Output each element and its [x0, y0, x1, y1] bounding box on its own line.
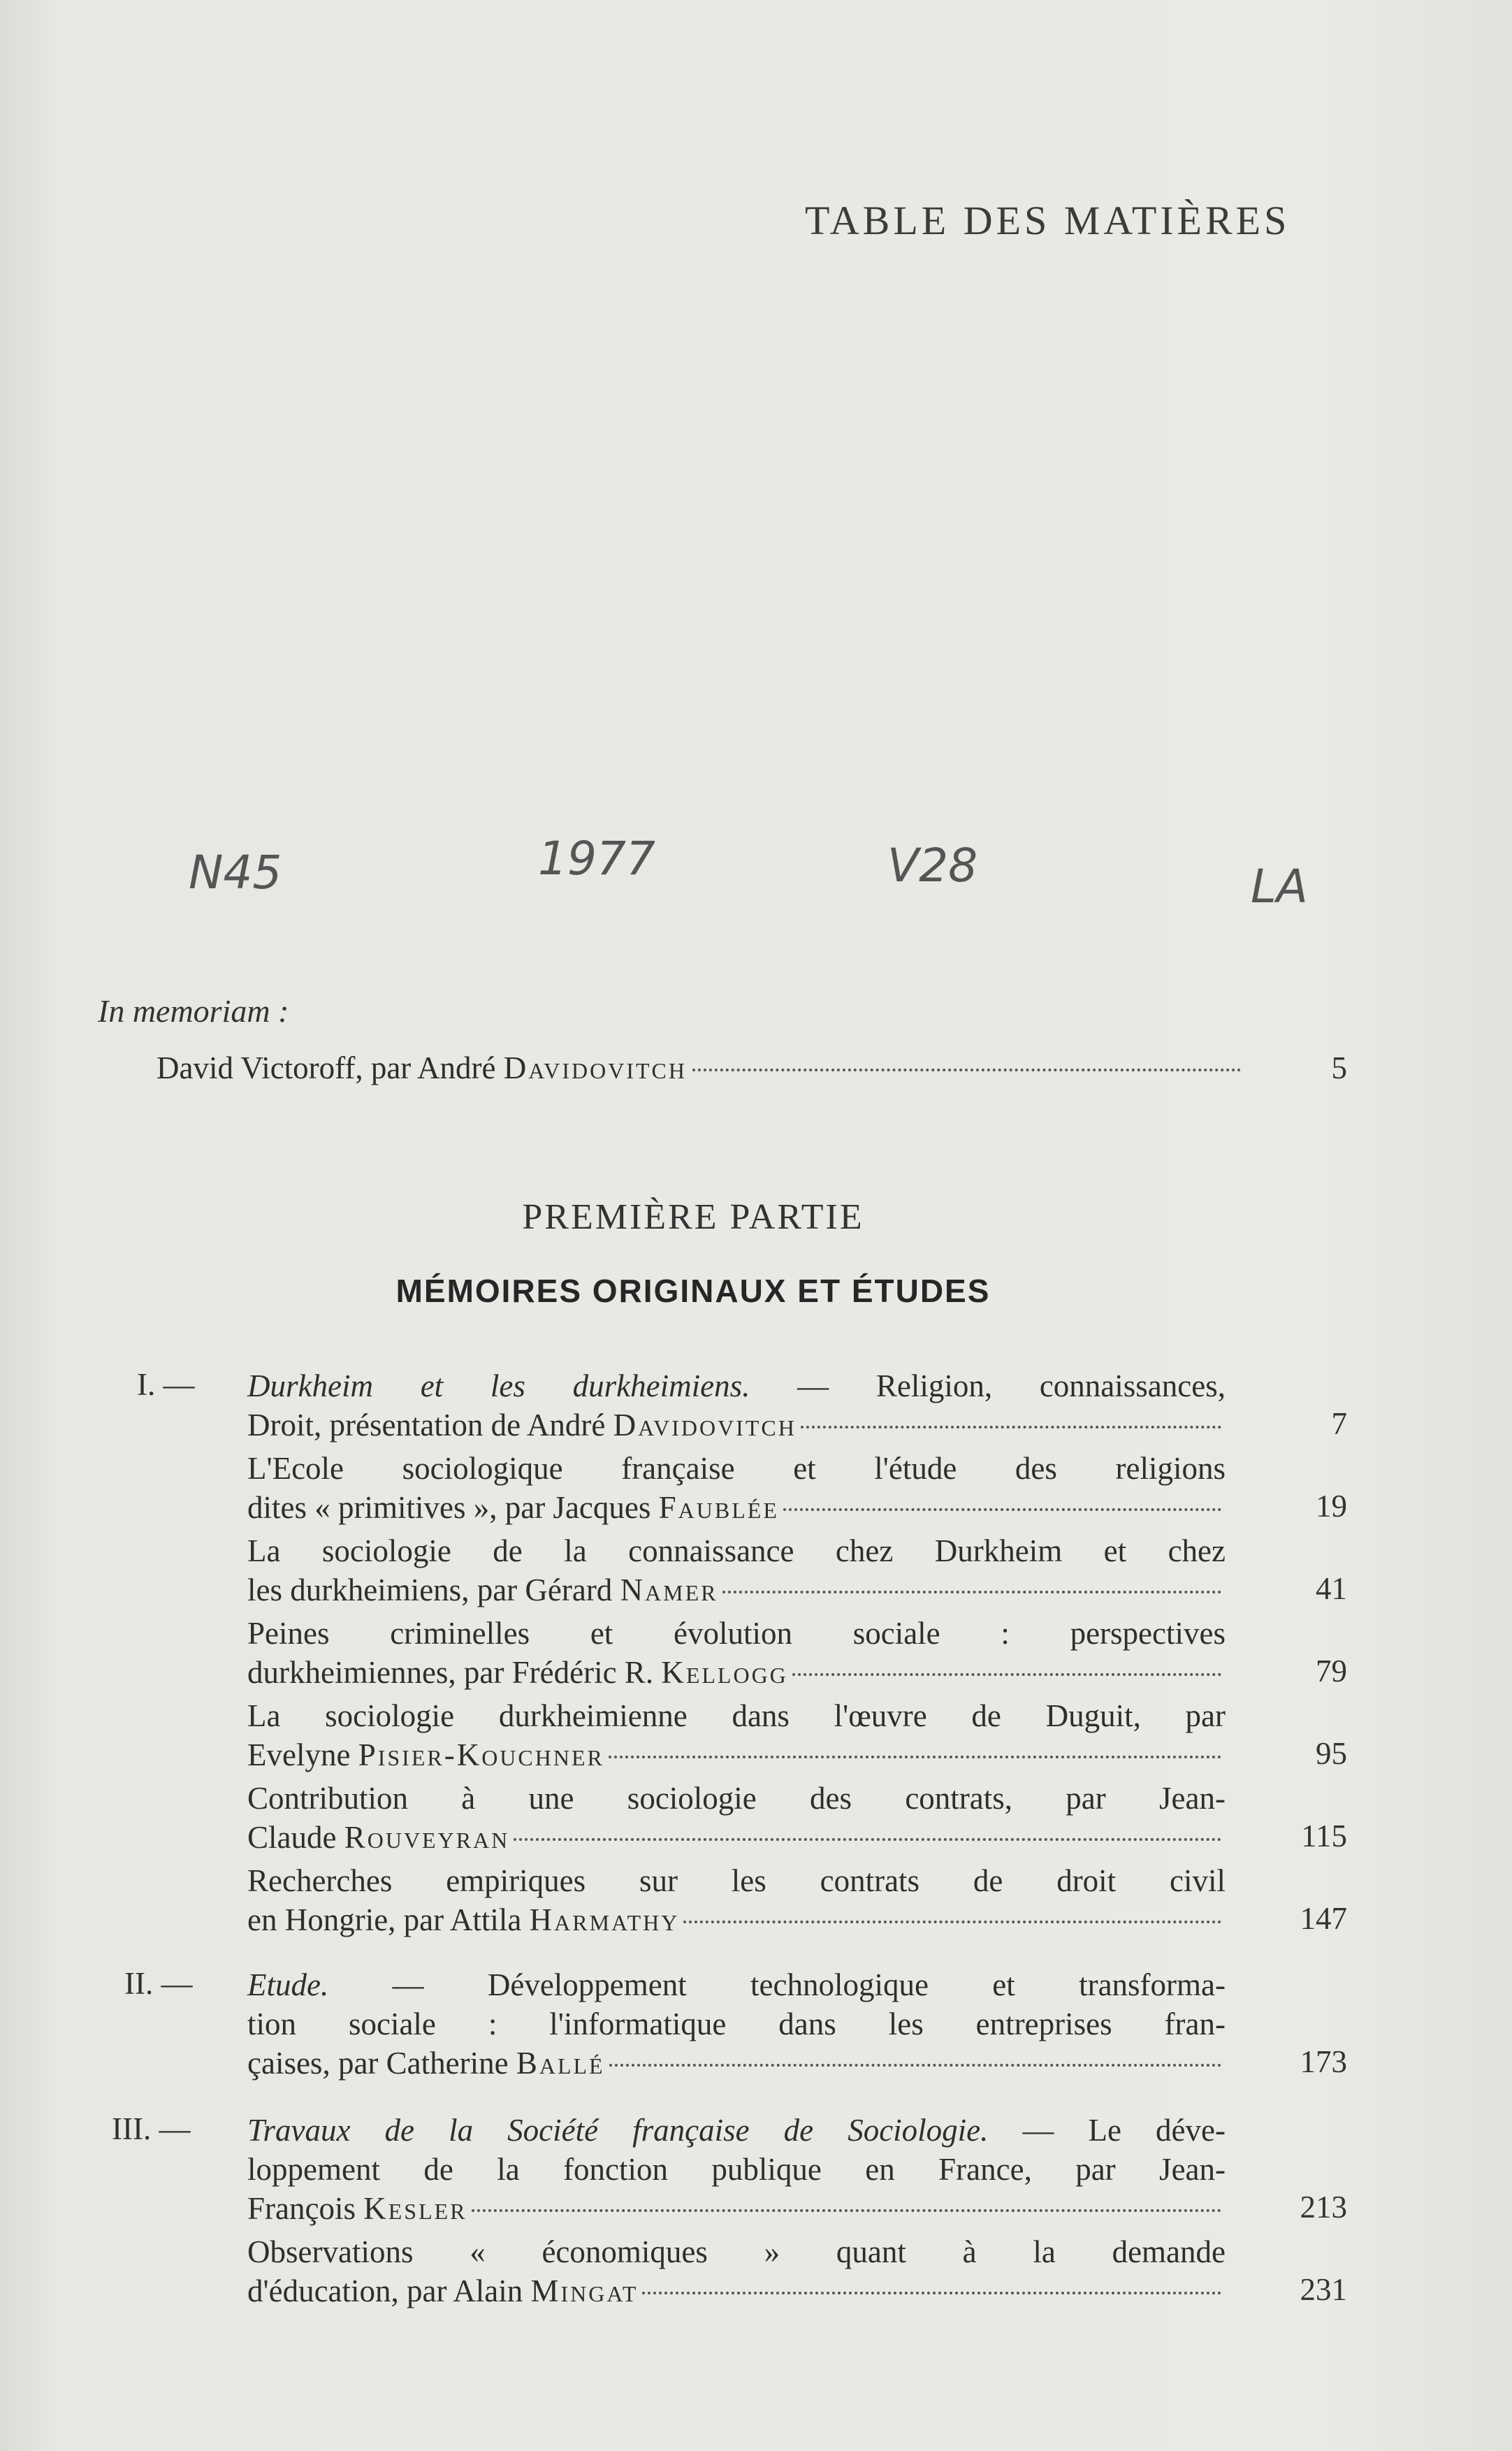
section-numeral: I. —: [137, 1367, 195, 1402]
entry-line: loppement de la fonction publique en France, par Jean-: [247, 2152, 1226, 2187]
part-subtitle: MÉMOIRES ORIGINAUX ET ÉTUDES: [395, 1273, 991, 1309]
entry-line: Contribution à une sociologie des contrats, par Jean-: [247, 1781, 1226, 1816]
page-number: 7: [1331, 1406, 1347, 1441]
dot-leader: [792, 1673, 1221, 1676]
page-number: 147: [1300, 1901, 1347, 1936]
entry-line: Peines criminelles et évolution sociale : perspectives: [247, 1616, 1226, 1651]
entry-text: David Victoroff, par André Davidovitch: [157, 1050, 687, 1085]
page-number: 95: [1316, 1736, 1347, 1771]
entry-line: en Hongrie, par Attila Harmathy: [247, 1900, 1226, 1939]
dot-leader: [514, 1838, 1221, 1841]
dot-leader: [783, 1508, 1221, 1511]
dot-leader: [683, 1921, 1221, 1923]
entry-line: Droit, présentation de André Davidovitch: [247, 1405, 1226, 1445]
section-numeral: II. —: [124, 1966, 193, 2001]
entry-line: les durkheimiens, par Gérard Namer: [247, 1570, 1226, 1610]
page-number: 5: [1331, 1050, 1347, 1085]
memoriam-heading: In memoriam :: [98, 993, 289, 1029]
page-number: 231: [1300, 2272, 1347, 2307]
dot-leader: [692, 1069, 1241, 1071]
entry-line: Claude Rouveyran: [247, 1818, 1226, 1857]
handwritten-mark: 1977: [538, 832, 655, 885]
entry-line: durkheimiennes, par Frédéric R. Kellogg: [247, 1653, 1226, 1692]
toc-entry: [247, 2111, 1226, 2228]
entry-line: d'éducation, par Alain Mingat: [247, 2271, 1226, 2311]
entry-line: L'Ecole sociologique française et l'étude des religions: [247, 1451, 1226, 1486]
entry-line: Evelyne Pisier-Kouchner: [247, 1735, 1226, 1774]
toc-entry: [247, 1614, 1226, 1692]
entry-line: çaises, par Catherine Ballé: [247, 2044, 1226, 2083]
dot-leader: [609, 1756, 1221, 1758]
toc-entry: [247, 1531, 1226, 1610]
entry-line: La sociologie de la connaissance chez Durkheim et chez: [247, 1533, 1226, 1568]
page-title: TABLE DES MATIÈRES: [805, 198, 1291, 243]
memoriam-entry: [157, 1050, 1246, 1092]
dot-leader: [609, 2064, 1221, 2067]
toc-entry: [247, 1449, 1226, 1527]
entry-line: Recherches empiriques sur les contrats de droit civil: [247, 1863, 1226, 1898]
dot-leader: [472, 2209, 1221, 2212]
page-number: 19: [1316, 1489, 1347, 1524]
entry-line: Observations « économiques » quant à la demande: [247, 2234, 1226, 2269]
entry-line: Durkheim et les durkheimiens. — Religion, connaissances,: [247, 1368, 1226, 1403]
entry-line: dites « primitives », par Jacques Faublée: [247, 1488, 1226, 1527]
toc-entry: [247, 1696, 1226, 1774]
page-number: 41: [1316, 1571, 1347, 1606]
entry-line: La sociologie durkheimienne dans l'œuvre de Duguit, par: [247, 1698, 1226, 1733]
handwritten-mark: LA: [1251, 860, 1308, 913]
toc-entry: [247, 1861, 1226, 1939]
handwritten-mark: V28: [887, 839, 978, 892]
entry-line: Travaux de la Société française de Sociologie. — Le déve-: [247, 2113, 1226, 2148]
toc-entry: [247, 2232, 1226, 2311]
dot-leader: [642, 2292, 1221, 2294]
dot-leader: [801, 1426, 1221, 1429]
toc-entry: [247, 1366, 1226, 1445]
handwritten-mark: N45: [189, 846, 282, 899]
page-number: 115: [1301, 1819, 1347, 1853]
part-title: PREMIÈRE PARTIE: [522, 1197, 864, 1237]
page-number: 213: [1300, 2190, 1347, 2225]
dot-leader: [722, 1591, 1221, 1593]
entry-line: Etude. — Développement technologique et transforma-: [247, 1967, 1226, 2002]
section-numeral: III. —: [112, 2111, 191, 2146]
page-number: 173: [1300, 2044, 1347, 2079]
toc-entry: [247, 1965, 1226, 2083]
page-number: 79: [1316, 1654, 1347, 1689]
entry-line: François Kesler: [247, 2189, 1226, 2228]
toc-entry: [247, 1779, 1226, 1857]
entry-line: tion sociale : l'informatique dans les entreprises fran-: [247, 2007, 1226, 2041]
